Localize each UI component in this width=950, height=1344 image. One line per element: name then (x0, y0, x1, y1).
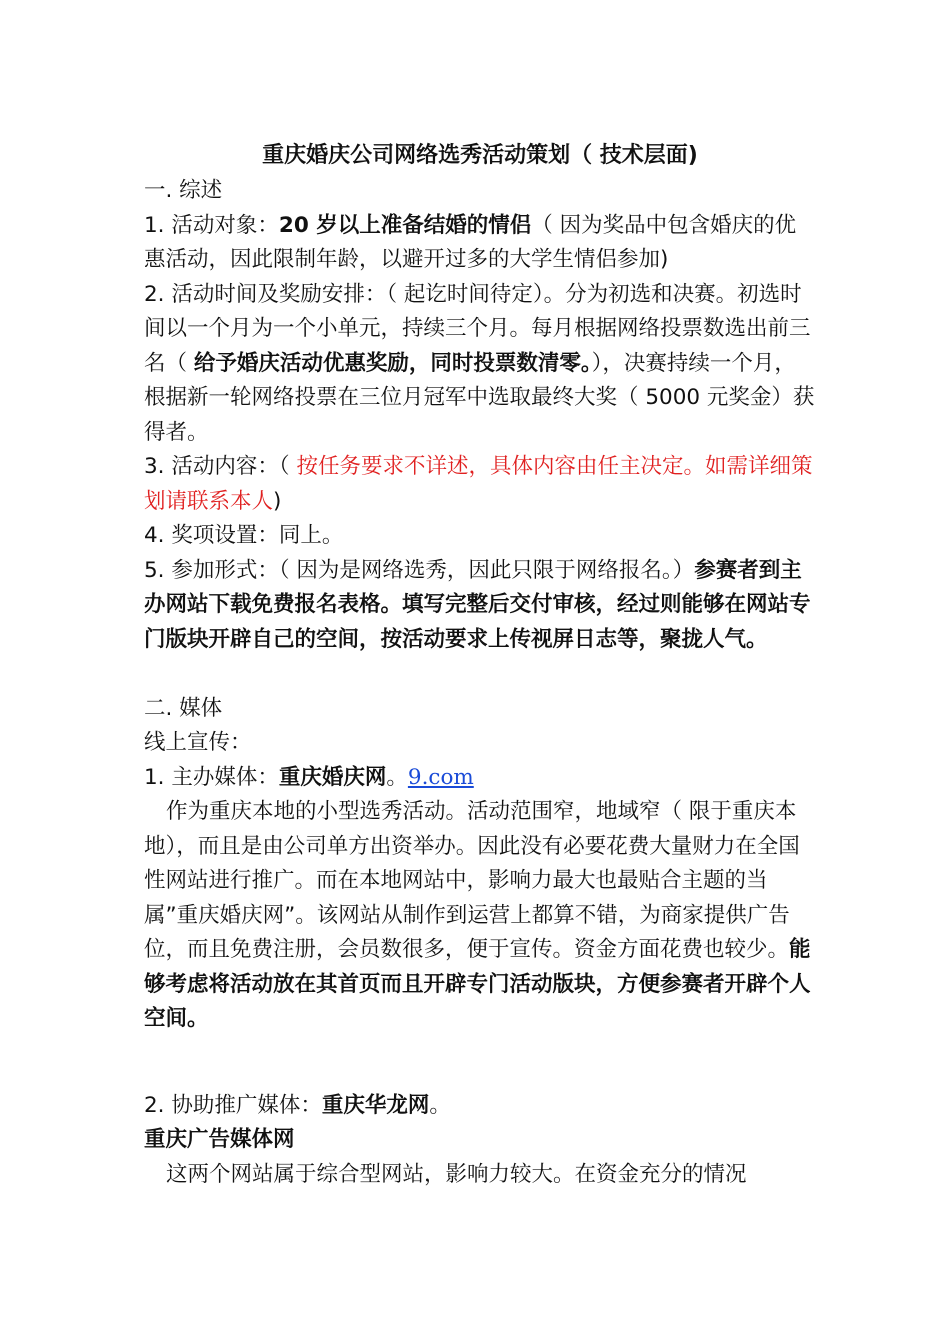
support-media-end: 。 (429, 1092, 451, 1118)
participation-steps: 参赛者到主办网站下载免费报名表格。填写完整后交付审核，经过则能够在网站专门版块开辟自己的空间，按活动要求上传视屏日志等，聚拢人气。 (144, 557, 811, 652)
paragraph-host-media (144, 761, 816, 796)
support-media-second: 重庆广告媒体网 (144, 1127, 295, 1152)
support-media-label: 2. 协助推广媒体： (144, 1092, 322, 1118)
paragraph-schedule (144, 278, 816, 451)
blank-line (144, 657, 816, 692)
host-media-sep: 。 (386, 764, 408, 790)
host-media-link[interactable]: 9.com (407, 764, 474, 790)
host-media-detail-text: 作为重庆本地的小型选秀活动。活动范围窄，地域窄（ 限于重庆本地），而且是由公司单方出资举办。因此没有必要花费大量财力在全国性网站进行推广。而在本地网站中，影响力最大也最贴合主题的当属”重庆婚庆网”。该网站从制作到运营上都算不错，为商家提供广告位，而且免费注册，会员数很多，便于宣传。资金方面花费也较少。 (144, 799, 800, 962)
paragraph-awards: 4. 奖项设置：同上。 (144, 523, 344, 548)
section-heading-overview: 一. 综述 (144, 178, 223, 203)
content-label: 3. 活动内容：（ (144, 454, 297, 479)
content-close: ) (273, 488, 282, 514)
content-note: 按任务要求不详述，具体内容由任主决定。如需详细策划请联系本人 (144, 454, 813, 514)
participants-note: （ 因为奖品中包含婚庆的优惠活动，因此限制年龄，以避开过多的大学生情侣参加) (144, 212, 797, 272)
support-media-name: 重庆华龙网 (321, 1092, 430, 1118)
host-media-name: 重庆婚庆网 (278, 764, 387, 790)
participants-target: 20 岁以上准备结婚的情侣 (278, 212, 532, 238)
paragraph-content (144, 450, 816, 519)
paragraph-support-media (144, 1089, 816, 1124)
section-heading-media: 二. 媒体 (144, 695, 223, 721)
host-media-label: 1. 主办媒体： (144, 764, 279, 790)
schedule-reward: 给予婚庆活动优惠奖励，同时投票数清零。 (193, 350, 592, 376)
schedule-text: 2. 活动时间及奖励安排：（ 起讫时间待定）。分为初选和决赛。初选时间以一个月为一个小单元，持续三个月。每月根据网络投票数选出前三名（ (144, 281, 811, 376)
paragraph-support-media-detail: 这两个网站属于综合型网站，影响力较大。在资金充分的情况 (166, 1161, 747, 1187)
subheading-online: 线上宣传： (144, 730, 252, 755)
host-media-detail-plan: 能够考虑将活动放在其首页而且开辟专门活动版块，方便参赛者开辟个人空间。 (144, 937, 811, 1031)
participants-label: 1. 活动对象： (144, 212, 279, 238)
schedule-final: ），决赛持续一个月，根据新一轮网络投票在三位月冠军中选取最终大奖（ 5000 元奖金）获得者。 (144, 350, 815, 445)
participation-label: 5. 参加形式：（ 因为是网络选秀，因此只限于网络报名。） (144, 557, 695, 583)
paragraph-participation (144, 554, 816, 658)
blank-line (144, 1037, 816, 1089)
document-page (144, 138, 816, 1192)
paragraph-host-media-detail (144, 795, 816, 1037)
paragraph-participants (144, 209, 816, 278)
document-title: 重庆婚庆公司网络选秀活动策划（ 技术层面) (262, 143, 698, 168)
